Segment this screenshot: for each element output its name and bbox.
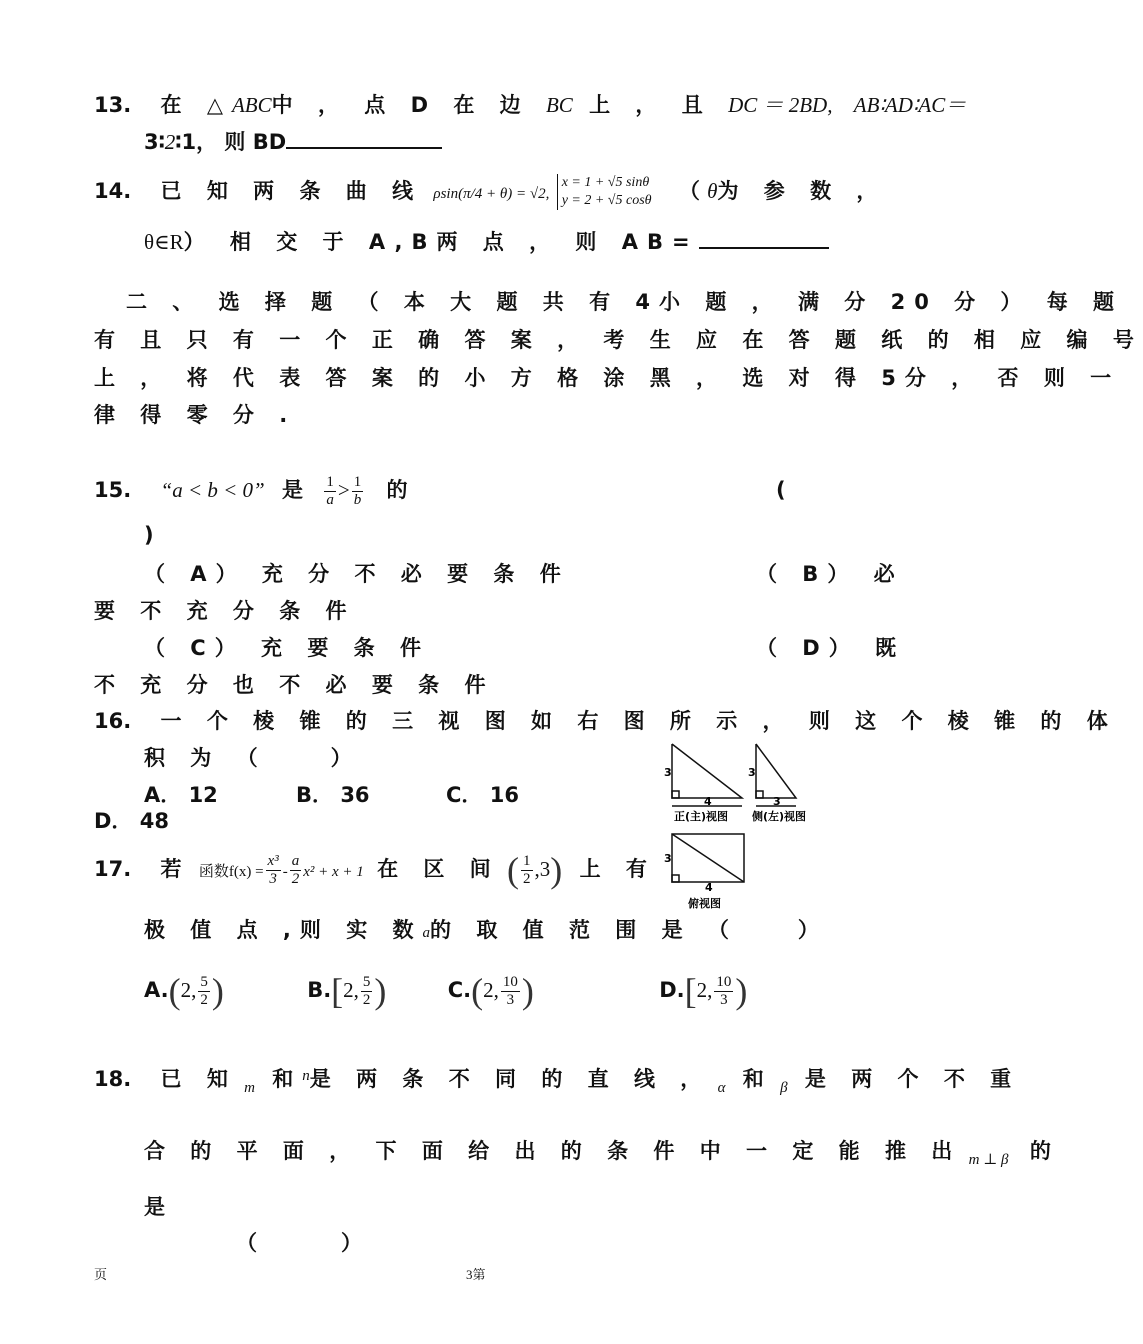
q15-line1: 15. “a < b < 0” 是 $\frac{1}{a}$ > $\frac{1}{b}$ 的 xyxy=(94,473,408,508)
q14-polar-equation: ρsin(π/4 + θ) = √2, xyxy=(433,186,550,202)
side-view-right-angle xyxy=(756,791,763,798)
q16-number: 16. xyxy=(94,709,132,733)
q16-option-c[interactable]: C． 16 xyxy=(446,783,519,807)
side-height-label: 3 xyxy=(748,766,756,779)
q15-option-a[interactable]: （ A） 充 分 不 必 要 条 件 xyxy=(144,562,570,586)
front-view-caption: 正(主)视图 xyxy=(674,810,729,823)
footer-page-number: 3第 xyxy=(466,1267,486,1282)
side-width-label: 3 xyxy=(773,795,781,808)
q15-number: 15. xyxy=(94,478,132,502)
q13-number: 13. xyxy=(94,93,132,117)
q17-option-a[interactable]: A.(2, $\frac{5}{2}$ ) xyxy=(144,971,224,1011)
q13-line2: 3∶2∶1， 则 BD xyxy=(144,127,442,156)
q18-line3: 是 xyxy=(144,1195,165,1219)
q17-options xyxy=(144,966,747,1015)
q17-option-c[interactable]: C.(2, $\frac{10}{3}$ ) xyxy=(447,971,534,1011)
q17-line2: 极 值 点 ,则 实 数a的 取 值 范 围 是 （ ） xyxy=(144,918,828,942)
q15-option-d-cont: 不 充 分 也 不 必 要 条 件 xyxy=(94,673,495,697)
q17-option-b[interactable]: B.[2, $\frac{5}{2}$ ) xyxy=(307,971,387,1011)
front-view-triangle xyxy=(672,744,742,798)
q17-option-d[interactable]: D.[2, $\frac{10}{3}$ ) xyxy=(659,971,748,1011)
q16-three-view-figure xyxy=(660,736,830,916)
front-height-label: 3 xyxy=(664,766,672,779)
q13-answer-blank[interactable] xyxy=(286,127,442,149)
top-view-right-angle xyxy=(672,875,679,882)
section2-line4: 律 得 零 分 . xyxy=(94,403,297,427)
q18-paren: （ ） xyxy=(236,1231,362,1255)
q14-answer-blank[interactable] xyxy=(699,227,829,249)
q15-option-b-cont: 要 不 充 分 条 件 xyxy=(94,599,356,623)
q17-function-label: 函数f(x) = xyxy=(198,864,264,880)
q16-option-b[interactable]: B． 36 xyxy=(296,783,370,807)
front-width-label: 4 xyxy=(704,795,712,808)
section2-line1: 二 、 选 择 题 （ 本 大 题 共 有 4小 题 ， 满 分 20 分 ） 每 题 xyxy=(126,290,1124,314)
top-height-label: 3 xyxy=(664,852,672,865)
q13-line1: 13. 在 △ABC中 ， 点 D 在 边 BC 上 ， 且 DC ＝ 2BD, AB∶AD∶AC＝ xyxy=(94,93,967,117)
q14-number: 14. xyxy=(94,179,132,203)
q14-parametric-system: x = 1 + √5 sinθ y = 2 + √5 cosθ xyxy=(557,174,652,210)
section2-line2: 有 且 只 有 一 个 正 确 答 案 ， 考 生 应 在 答 题 纸 的 相 应 编 号 xyxy=(94,328,1143,352)
top-width-label: 4 xyxy=(705,881,713,894)
q15-paren-close: ) xyxy=(144,523,154,547)
top-view-diagonal xyxy=(672,834,744,882)
side-view-triangle xyxy=(756,744,796,798)
q18-line2: 合 的 平 面 ， 下 面 给 出 的 条 件 中 一 定 能 推 出 $_{m \perp \beta}$ 的 xyxy=(144,1139,1060,1168)
q15-paren-open: ( xyxy=(776,478,786,502)
q17-number: 17. xyxy=(94,857,132,881)
q16-line1: 16. 一 个 棱 锥 的 三 视 图 如 右 图 所 示 ， 则 这 个 棱 锥 的 体 xyxy=(94,709,1117,733)
section2-line3: 上 ， 将 代 表 答 案 的 小 方 格 涂 黑 ， 选 对 得 5分 ， 否 则 一 xyxy=(94,366,1121,390)
q14-line2: θ∈R） 相 交 于 A,B两 点 ， 则 AB= xyxy=(144,227,829,256)
q18-number: 18. xyxy=(94,1067,132,1091)
q16-line2: 积 为 （ ） xyxy=(144,746,352,770)
q14-line1: 14. 已 知 两 条 曲 线 ρsin(π/4 + θ) = √2, x = 1 + √5 sinθ y = 2 + √5 cosθ （ θ为 参 数 ， xyxy=(94,175,887,208)
q15-option-b[interactable]: （ B） 必 xyxy=(756,562,904,586)
q15-option-c[interactable]: （ C） 充 要 条 件 xyxy=(144,636,430,660)
top-view-caption: 俯视图 xyxy=(688,897,721,910)
footer-left: 页 xyxy=(94,1267,108,1282)
side-view-caption: 侧(左)视图 xyxy=(752,810,807,823)
q18-line1: 18. 已 知 $_m$ 和$^n$是 两 条 不 同 的 直 线 ， $_\alpha$ 和 $_\beta$ 是 两 个 不 重 xyxy=(94,1067,1021,1096)
q17-line1: 17. 若 函数f(x) = $\frac{\text{x³}}{3}$ - $\frac{a}{2}$ x² + x + 1 在 区 间 ( $\frac{1}{2}$ ,3) 上 有 xyxy=(94,850,656,890)
q15-option-d[interactable]: （ D） 既 xyxy=(756,636,906,660)
front-view-right-angle xyxy=(672,791,679,798)
q16-option-a[interactable]: A． 12 xyxy=(144,783,218,807)
q16-option-d[interactable]: D． 48 xyxy=(94,809,169,833)
